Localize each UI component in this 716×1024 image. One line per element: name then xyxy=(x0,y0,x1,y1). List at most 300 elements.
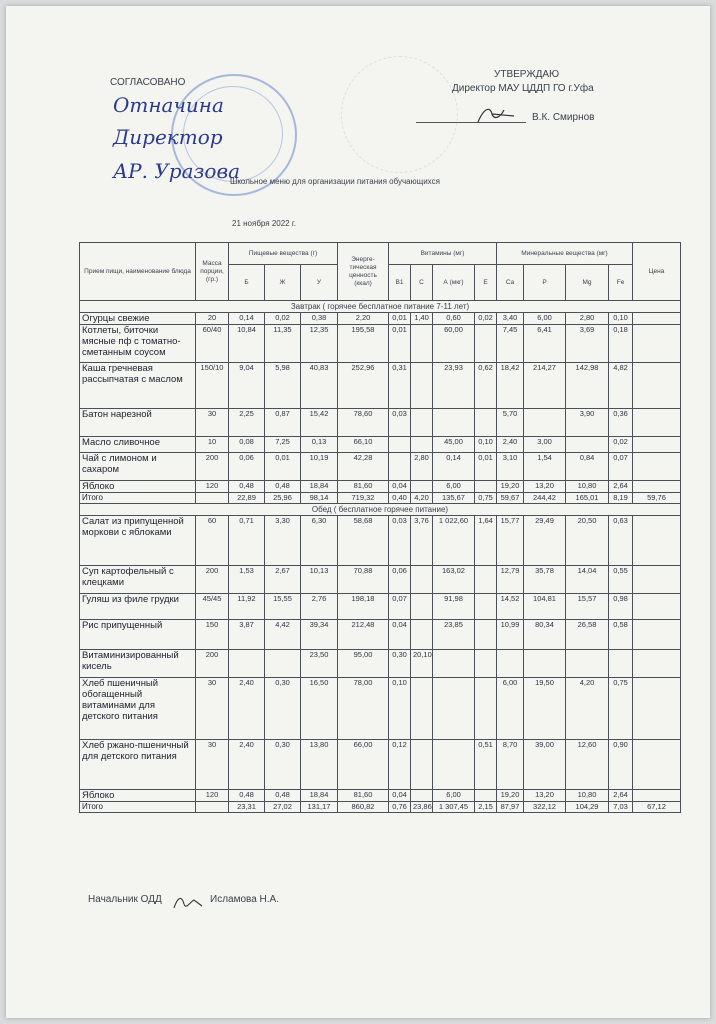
table-row xyxy=(80,620,681,650)
total-ca: 59,67 xyxy=(497,493,524,504)
cell-mg: 10,80 xyxy=(566,481,609,493)
director-org: Директор МАУ ЦДДП ГО г.Уфа xyxy=(452,83,594,94)
cell-b1: 0,10 xyxy=(389,678,411,740)
cell-b1: 0,03 xyxy=(389,516,411,566)
cell-price xyxy=(633,325,681,363)
cell-ca: 3,10 xyxy=(497,453,524,481)
cell-ca: 6,00 xyxy=(497,678,524,740)
cell-a: 45,00 xyxy=(433,437,475,453)
col-b: Б xyxy=(229,265,265,301)
cell-e xyxy=(475,409,497,437)
menu-table xyxy=(79,242,681,813)
cell-mg: 12,60 xyxy=(566,740,609,790)
cell-p: 35,78 xyxy=(524,566,566,594)
cell-p: 80,34 xyxy=(524,620,566,650)
director-signature xyxy=(474,104,524,126)
cell-ca: 10,99 xyxy=(497,620,524,650)
total-mg: 104,29 xyxy=(566,802,609,813)
total-label: Итого xyxy=(80,802,196,813)
dish-name: Витаминизированный кисель xyxy=(80,650,196,678)
cell-zh: 4,42 xyxy=(265,620,301,650)
dish-name: Хлеб пшеничный обогащенный витаминами для детского питания xyxy=(80,678,196,740)
cell-c xyxy=(411,566,433,594)
cell-mass: 120 xyxy=(196,481,229,493)
cell-b1: 0,01 xyxy=(389,313,411,325)
col-c: С xyxy=(411,265,433,301)
cell-fe: 0,10 xyxy=(609,313,633,325)
cell-zh: 2,67 xyxy=(265,566,301,594)
cell-b: 0,71 xyxy=(229,516,265,566)
dish-name: Хлеб ржано-пшеничный для детского питания xyxy=(80,740,196,790)
cell-p: 39,00 xyxy=(524,740,566,790)
cell-energy: 95,00 xyxy=(338,650,389,678)
cell-u: 16,50 xyxy=(301,678,338,740)
cell-c: 3,76 xyxy=(411,516,433,566)
cell-u: 2,76 xyxy=(301,594,338,620)
cell-ca: 3,40 xyxy=(497,313,524,325)
col-energy: Энерге-тическая ценность (ккал) xyxy=(338,243,389,301)
document-date: 21 ноября 2022 г. xyxy=(232,219,296,228)
table-row xyxy=(80,325,681,363)
cell-u: 18,84 xyxy=(301,790,338,802)
cell-ca: 8,70 xyxy=(497,740,524,790)
cell-mg xyxy=(566,437,609,453)
dish-name: Гуляш из филе грудки xyxy=(80,594,196,620)
footer-signature xyxy=(172,894,206,912)
cell-ca: 15,77 xyxy=(497,516,524,566)
breakfast-total-row xyxy=(80,493,681,504)
cell-energy: 81,60 xyxy=(338,790,389,802)
cell-mass: 150 xyxy=(196,620,229,650)
cell-price xyxy=(633,313,681,325)
cell-a xyxy=(433,740,475,790)
dish-name: Батон нарезной xyxy=(80,409,196,437)
table-row xyxy=(80,790,681,802)
cell-e xyxy=(475,650,497,678)
cell-e: 0,01 xyxy=(475,453,497,481)
total-zh: 25,96 xyxy=(265,493,301,504)
total-c: 4,20 xyxy=(411,493,433,504)
cell-price xyxy=(633,678,681,740)
cell-fe: 0,90 xyxy=(609,740,633,790)
cell-b1: 0,03 xyxy=(389,409,411,437)
cell-mg: 14,04 xyxy=(566,566,609,594)
cell-energy: 66,00 xyxy=(338,740,389,790)
cell-price xyxy=(633,516,681,566)
cell-u: 10,19 xyxy=(301,453,338,481)
director-name: В.К. Смирнов xyxy=(532,112,595,123)
cell-u: 13,80 xyxy=(301,740,338,790)
cell-b1: 0,04 xyxy=(389,620,411,650)
cell-zh xyxy=(265,650,301,678)
cell-p: 13,20 xyxy=(524,481,566,493)
total-zh: 27,02 xyxy=(265,802,301,813)
cell-b1: 0,07 xyxy=(389,594,411,620)
cell-e: 0,02 xyxy=(475,313,497,325)
col-u: У xyxy=(301,265,338,301)
cell-c xyxy=(411,678,433,740)
total-fe: 7,03 xyxy=(609,802,633,813)
cell-c xyxy=(411,409,433,437)
cell-c xyxy=(411,325,433,363)
cell-zh: 0,01 xyxy=(265,453,301,481)
cell-a xyxy=(433,650,475,678)
cell-b: 0,08 xyxy=(229,437,265,453)
cell-fe: 0,63 xyxy=(609,516,633,566)
cell-ca: 2,40 xyxy=(497,437,524,453)
cell-energy: 66,10 xyxy=(338,437,389,453)
col-a: А (мкг) xyxy=(433,265,475,301)
total-energy: 860,82 xyxy=(338,802,389,813)
cell-e xyxy=(475,620,497,650)
cell-mass: 30 xyxy=(196,740,229,790)
cell-energy: 78,00 xyxy=(338,678,389,740)
total-b: 22,89 xyxy=(229,493,265,504)
cell-c xyxy=(411,363,433,409)
dish-name: Суп картофельный с клецками xyxy=(80,566,196,594)
cell-b1 xyxy=(389,453,411,481)
cell-b: 0,14 xyxy=(229,313,265,325)
cell-e: 0,62 xyxy=(475,363,497,409)
cell-ca: 14,52 xyxy=(497,594,524,620)
cell-a: 23,93 xyxy=(433,363,475,409)
total-mg: 165,01 xyxy=(566,493,609,504)
cell-e xyxy=(475,790,497,802)
col-meal: Прием пищи, наименование блюда xyxy=(80,243,196,301)
cell-energy: 58,68 xyxy=(338,516,389,566)
cell-e xyxy=(475,678,497,740)
cell-a: 163,02 xyxy=(433,566,475,594)
cell-e xyxy=(475,481,497,493)
cell-c xyxy=(411,481,433,493)
cell-zh: 11,35 xyxy=(265,325,301,363)
agreed-label: СОГЛАСОВАНО xyxy=(110,77,186,88)
total-fe: 8,19 xyxy=(609,493,633,504)
cell-u: 10,13 xyxy=(301,566,338,594)
cell-energy: 42,28 xyxy=(338,453,389,481)
cell-ca: 5,70 xyxy=(497,409,524,437)
cell-fe: 2,64 xyxy=(609,481,633,493)
cell-a: 0,60 xyxy=(433,313,475,325)
cell-b: 0,06 xyxy=(229,453,265,481)
footer-position: Начальник ОДД xyxy=(88,894,162,905)
cell-b: 2,40 xyxy=(229,740,265,790)
handwriting-line-3: АР. Уразова xyxy=(113,159,241,183)
cell-p: 3,00 xyxy=(524,437,566,453)
total-a: 1 307,45 xyxy=(433,802,475,813)
cell-c: 20,10 xyxy=(411,650,433,678)
total-p: 322,12 xyxy=(524,802,566,813)
cell-ca: 7,45 xyxy=(497,325,524,363)
cell-mg: 20,50 xyxy=(566,516,609,566)
cell-ca: 18,42 xyxy=(497,363,524,409)
cell-e: 0,10 xyxy=(475,437,497,453)
total-a: 135,67 xyxy=(433,493,475,504)
cell-p: 214,27 xyxy=(524,363,566,409)
cell-mg: 26,58 xyxy=(566,620,609,650)
cell-e xyxy=(475,325,497,363)
cell-mass: 10 xyxy=(196,437,229,453)
total-p: 244,42 xyxy=(524,493,566,504)
cell-b1 xyxy=(389,437,411,453)
cell-price xyxy=(633,594,681,620)
cell-b1: 0,01 xyxy=(389,325,411,363)
cell-c xyxy=(411,594,433,620)
cell-mass: 45/45 xyxy=(196,594,229,620)
lunch-total-row xyxy=(80,802,681,813)
cell-p xyxy=(524,650,566,678)
cell-price xyxy=(633,620,681,650)
cell-a: 60,00 xyxy=(433,325,475,363)
handwriting-line-2: Директор xyxy=(113,125,223,149)
cell-u: 6,30 xyxy=(301,516,338,566)
cell-price xyxy=(633,481,681,493)
dish-name: Яблоко xyxy=(80,790,196,802)
cell-u: 39,34 xyxy=(301,620,338,650)
cell-a xyxy=(433,409,475,437)
cell-energy: 2,20 xyxy=(338,313,389,325)
cell-mass: 200 xyxy=(196,650,229,678)
cell-price xyxy=(633,363,681,409)
cell-energy: 195,58 xyxy=(338,325,389,363)
cell-c xyxy=(411,740,433,790)
dish-name: Масло сливочное xyxy=(80,437,196,453)
cell-fe: 0,58 xyxy=(609,620,633,650)
cell-a: 1 022,60 xyxy=(433,516,475,566)
col-vitamins: Витамины (мг) xyxy=(389,243,497,265)
cell-mg: 15,57 xyxy=(566,594,609,620)
cell-p: 13,20 xyxy=(524,790,566,802)
cell-energy: 78,60 xyxy=(338,409,389,437)
col-mass: Масса порции, (гр.) xyxy=(196,243,229,301)
cell-a: 6,00 xyxy=(433,790,475,802)
cell-b: 2,25 xyxy=(229,409,265,437)
cell-price xyxy=(633,409,681,437)
cell-ca: 19,20 xyxy=(497,790,524,802)
col-price: Цена xyxy=(633,243,681,301)
cell-ca: 19,20 xyxy=(497,481,524,493)
cell-zh: 0,48 xyxy=(265,481,301,493)
table-row xyxy=(80,740,681,790)
total-mass xyxy=(196,493,229,504)
cell-b1: 0,31 xyxy=(389,363,411,409)
cell-fe: 0,07 xyxy=(609,453,633,481)
cell-a xyxy=(433,678,475,740)
cell-energy: 198,18 xyxy=(338,594,389,620)
col-p: Р xyxy=(524,265,566,301)
table-row xyxy=(80,481,681,493)
col-e: Е xyxy=(475,265,497,301)
cell-mass: 30 xyxy=(196,678,229,740)
document-title: Школьное меню для организации питания обучающихся xyxy=(230,177,440,186)
table-row xyxy=(80,313,681,325)
cell-mass: 200 xyxy=(196,566,229,594)
cell-energy: 81,60 xyxy=(338,481,389,493)
handwriting-line-1: Отначина xyxy=(113,93,224,117)
cell-price xyxy=(633,740,681,790)
cell-mg: 4,20 xyxy=(566,678,609,740)
total-u: 98,14 xyxy=(301,493,338,504)
cell-e: 0,51 xyxy=(475,740,497,790)
cell-energy: 70,88 xyxy=(338,566,389,594)
cell-zh: 0,48 xyxy=(265,790,301,802)
cell-b: 11,92 xyxy=(229,594,265,620)
dish-name: Салат из припущенной моркови с яблоками xyxy=(80,516,196,566)
document-page xyxy=(6,6,710,1018)
cell-fe: 0,55 xyxy=(609,566,633,594)
total-ca: 87,97 xyxy=(497,802,524,813)
dish-name: Чай с лимоном и сахаром xyxy=(80,453,196,481)
cell-p: 1,54 xyxy=(524,453,566,481)
cell-b1: 0,30 xyxy=(389,650,411,678)
cell-fe: 0,75 xyxy=(609,678,633,740)
cell-u: 23,50 xyxy=(301,650,338,678)
table-row xyxy=(80,650,681,678)
table-row xyxy=(80,516,681,566)
cell-mass: 20 xyxy=(196,313,229,325)
cell-mg: 142,98 xyxy=(566,363,609,409)
cell-energy: 212,48 xyxy=(338,620,389,650)
cell-b1: 0,04 xyxy=(389,481,411,493)
cell-u: 0,38 xyxy=(301,313,338,325)
cell-zh: 0,30 xyxy=(265,740,301,790)
cell-c xyxy=(411,437,433,453)
cell-mass: 200 xyxy=(196,453,229,481)
cell-price xyxy=(633,437,681,453)
cell-zh: 7,25 xyxy=(265,437,301,453)
cell-mg: 3,69 xyxy=(566,325,609,363)
cell-fe: 0,02 xyxy=(609,437,633,453)
cell-b: 0,48 xyxy=(229,790,265,802)
table-row xyxy=(80,363,681,409)
menu-body xyxy=(80,301,681,813)
cell-zh: 5,98 xyxy=(265,363,301,409)
total-b: 23,31 xyxy=(229,802,265,813)
col-ca: Са xyxy=(497,265,524,301)
dish-name: Яблоко xyxy=(80,481,196,493)
faint-stamp xyxy=(341,56,458,173)
cell-b: 2,40 xyxy=(229,678,265,740)
cell-fe: 0,18 xyxy=(609,325,633,363)
dish-name: Огурцы свежие xyxy=(80,313,196,325)
table-row xyxy=(80,409,681,437)
cell-mg: 2,80 xyxy=(566,313,609,325)
cell-fe xyxy=(609,650,633,678)
total-u: 131,17 xyxy=(301,802,338,813)
cell-b: 1,53 xyxy=(229,566,265,594)
table-row xyxy=(80,594,681,620)
total-price: 67,12 xyxy=(633,802,681,813)
cell-zh: 0,30 xyxy=(265,678,301,740)
cell-p: 19,50 xyxy=(524,678,566,740)
cell-u: 12,35 xyxy=(301,325,338,363)
cell-e: 1,64 xyxy=(475,516,497,566)
lunch-section-title: Обед ( бесплатное горячее питание) xyxy=(80,504,681,516)
cell-fe: 0,98 xyxy=(609,594,633,620)
col-zh: Ж xyxy=(265,265,301,301)
lunch-section-row xyxy=(80,504,681,516)
cell-u: 40,83 xyxy=(301,363,338,409)
total-c: 23,86 xyxy=(411,802,433,813)
total-label: Итого xyxy=(80,493,196,504)
cell-fe: 2,64 xyxy=(609,790,633,802)
dish-name: Каша гречневая рассыпчатая с маслом xyxy=(80,363,196,409)
cell-energy: 252,96 xyxy=(338,363,389,409)
cell-zh: 0,02 xyxy=(265,313,301,325)
cell-u: 0,13 xyxy=(301,437,338,453)
table-row xyxy=(80,566,681,594)
total-e: 0,75 xyxy=(475,493,497,504)
cell-p: 6,41 xyxy=(524,325,566,363)
cell-mg: 10,80 xyxy=(566,790,609,802)
col-minerals: Минеральные вещества (мг) xyxy=(497,243,633,265)
total-price: 59,76 xyxy=(633,493,681,504)
cell-e xyxy=(475,594,497,620)
cell-zh: 15,55 xyxy=(265,594,301,620)
cell-c: 2,80 xyxy=(411,453,433,481)
cell-b: 0,48 xyxy=(229,481,265,493)
total-energy: 719,32 xyxy=(338,493,389,504)
cell-zh: 3,30 xyxy=(265,516,301,566)
table-row xyxy=(80,453,681,481)
total-mass xyxy=(196,802,229,813)
cell-a: 91,98 xyxy=(433,594,475,620)
cell-price xyxy=(633,650,681,678)
cell-p: 6,00 xyxy=(524,313,566,325)
cell-b1: 0,12 xyxy=(389,740,411,790)
cell-c: 1,40 xyxy=(411,313,433,325)
cell-u: 18,84 xyxy=(301,481,338,493)
cell-a: 23,85 xyxy=(433,620,475,650)
cell-price xyxy=(633,790,681,802)
cell-b: 3,87 xyxy=(229,620,265,650)
cell-b1: 0,04 xyxy=(389,790,411,802)
cell-p: 104,81 xyxy=(524,594,566,620)
total-b1: 0,40 xyxy=(389,493,411,504)
breakfast-section-row xyxy=(80,301,681,313)
cell-mg: 3,90 xyxy=(566,409,609,437)
cell-mass: 150/10 xyxy=(196,363,229,409)
cell-mg: 0,84 xyxy=(566,453,609,481)
table-row xyxy=(80,437,681,453)
cell-mass: 60 xyxy=(196,516,229,566)
breakfast-section-title: Завтрак ( горячее бесплатное питание 7-11 лет) xyxy=(80,301,681,313)
cell-b: 10,84 xyxy=(229,325,265,363)
total-b1: 0,76 xyxy=(389,802,411,813)
col-nutrients: Пищевые вещества (г) xyxy=(229,243,338,265)
cell-mass: 30 xyxy=(196,409,229,437)
cell-u: 15,42 xyxy=(301,409,338,437)
cell-b1: 0,06 xyxy=(389,566,411,594)
cell-b: 9,04 xyxy=(229,363,265,409)
cell-a: 6,00 xyxy=(433,481,475,493)
col-mg: Mg xyxy=(566,265,609,301)
cell-p: 29,49 xyxy=(524,516,566,566)
cell-ca xyxy=(497,650,524,678)
cell-fe: 4,82 xyxy=(609,363,633,409)
cell-e xyxy=(475,566,497,594)
cell-price xyxy=(633,566,681,594)
cell-b xyxy=(229,650,265,678)
dish-name: Рис припущенный xyxy=(80,620,196,650)
cell-fe: 0,36 xyxy=(609,409,633,437)
cell-p xyxy=(524,409,566,437)
table-row xyxy=(80,678,681,740)
cell-zh: 0,87 xyxy=(265,409,301,437)
cell-mg xyxy=(566,650,609,678)
col-b1: В1 xyxy=(389,265,411,301)
footer-name: Исламова Н.А. xyxy=(210,894,280,905)
